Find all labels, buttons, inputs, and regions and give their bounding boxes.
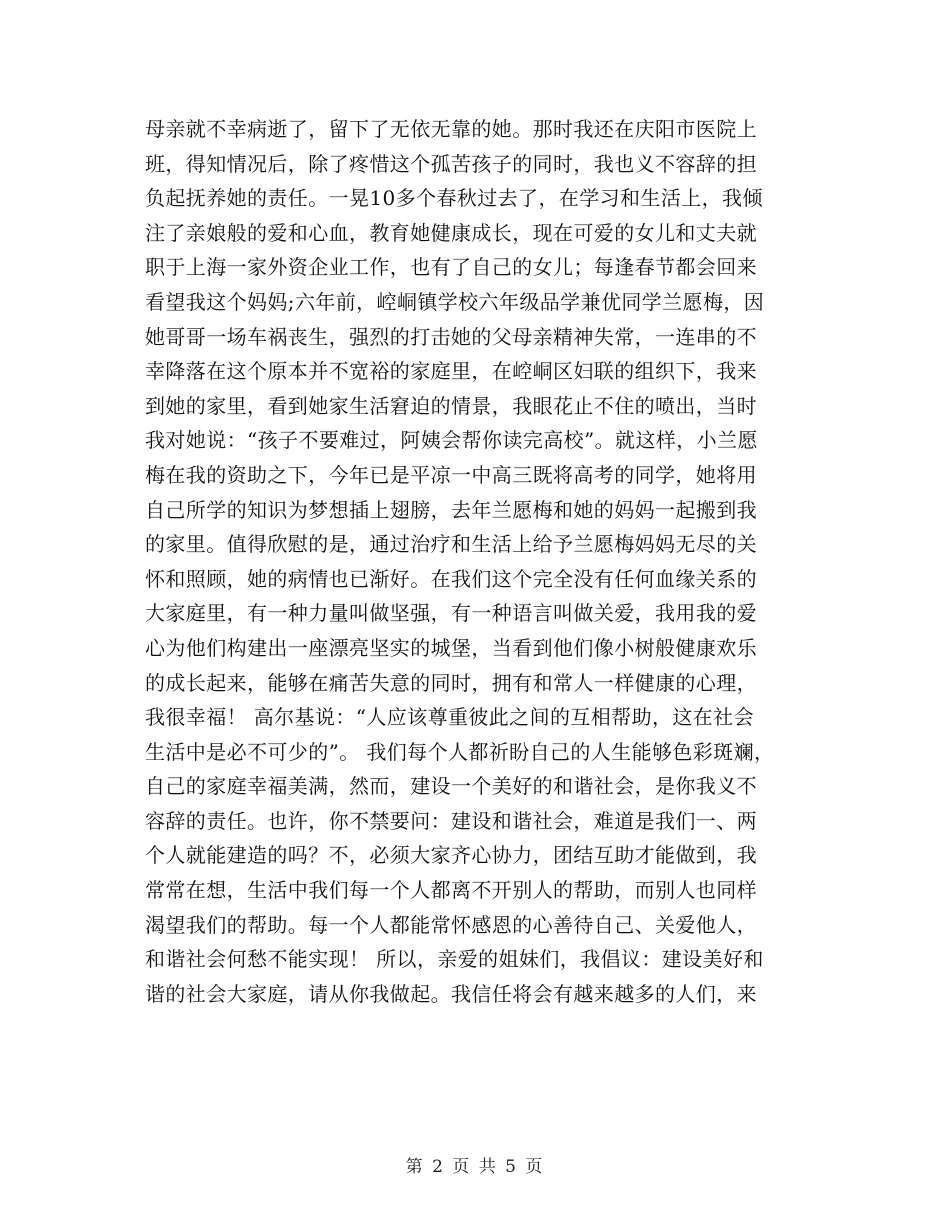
text-line: 注了亲娘般的爱和心血，教育她健康成长，现在可爱的女儿和丈夫就 xyxy=(145,220,757,245)
text-line: 个人就能建造的吗？不，必须大家齐心协力，团结互助才能做到，我 xyxy=(145,843,757,868)
text-line: 我很幸福！ 高尔基说：“人应该尊重彼此之间的互相帮助，这在社会 xyxy=(145,705,754,730)
text-line: 心为他们构建出一座漂亮坚实的城堡，当看到他们像小树般健康欢乐 xyxy=(145,635,757,660)
text-line: 幸降落在这个原本并不宽裕的家庭里，在崆峒区妇联的组织下，我来 xyxy=(145,359,757,384)
text-line: 看望我这个妈妈;六年前，崆峒镇学校六年级品学兼优同学兰愿梅，因 xyxy=(145,289,765,314)
text-line: 和谐社会何愁不能实现！ 所以，亲爱的姐妹们，我倡议：建设美好和 xyxy=(145,947,764,972)
text-line: 她哥哥一场车祸丧生，强烈的打击她的父母亲精神失常，一连串的不 xyxy=(145,324,757,349)
text-line: 生活中是必不可少的”。 我们每个人都祈盼自己的人生能够色彩斑斓， xyxy=(145,739,775,764)
text-line: 常常在想，生活中我们每一个人都离不开别人的帮助，而别人也同样 xyxy=(145,878,757,903)
text-line: 我对她说：“孩子不要难过，阿姨会帮你读完高校”。就这样，小兰愿 xyxy=(145,428,758,453)
text-line: 梅在我的资助之下，今年已是平凉一中高三既将高考的同学，她将用 xyxy=(145,462,757,487)
text-line: 到她的家里，看到她家生活窘迫的情景，我眼花止不住的喷出，当时 xyxy=(145,393,757,418)
text-line: 怀和照顾，她的病情也已渐好。在我们这个完全没有任何血缘关系的 xyxy=(145,566,757,591)
text-line: 母亲就不幸病逝了，留下了无依无靠的她。那时我还在庆阳市医院上 xyxy=(145,117,757,141)
text-line: 谐的社会大家庭，请从你我做起。我信任将会有越来越多的人们，来 xyxy=(145,981,757,1006)
page-number-footer: 第 2 页 共 5 页 xyxy=(405,1157,545,1177)
text-line: 的家里。值得欣慰的是，通过治疗和生活上给予兰愿梅妈妈无尽的关 xyxy=(145,532,757,557)
text-line: 自己的家庭幸福美满，然而，建设一个美好的和谐社会，是你我义不 xyxy=(145,774,757,799)
text-line: 的成长起来，能够在痛苦失意的同时，拥有和常人一样健康的心理， xyxy=(145,670,757,695)
text-line: 大家庭里，有一种力量叫做坚强，有一种语言叫做关爱，我用我的爱 xyxy=(145,601,757,626)
text-line: 职于上海一家外资企业工作，也有了自己的女儿；每逢春节都会回来 xyxy=(145,255,757,280)
body-text xyxy=(145,112,835,1011)
text-line: 自己所学的知识为梦想插上翅膀，去年兰愿梅和她的妈妈一起搬到我 xyxy=(145,497,757,522)
text-line: 容辞的责任。也许，你不禁要问：建设和谐社会，难道是我们一、两 xyxy=(145,808,757,833)
text-line: 班，得知情况后，除了疼惜这个孤苦孩子的同时，我也义不容辞的担 xyxy=(145,151,757,176)
text-line: 渴望我们的帮助。每一个人都能常怀感恩的心善待自己、关爱他人， xyxy=(145,912,757,937)
text-line: 负起抚养她的责任。一晃10多个春秋过去了，在学习和生活上，我倾 xyxy=(145,186,763,211)
